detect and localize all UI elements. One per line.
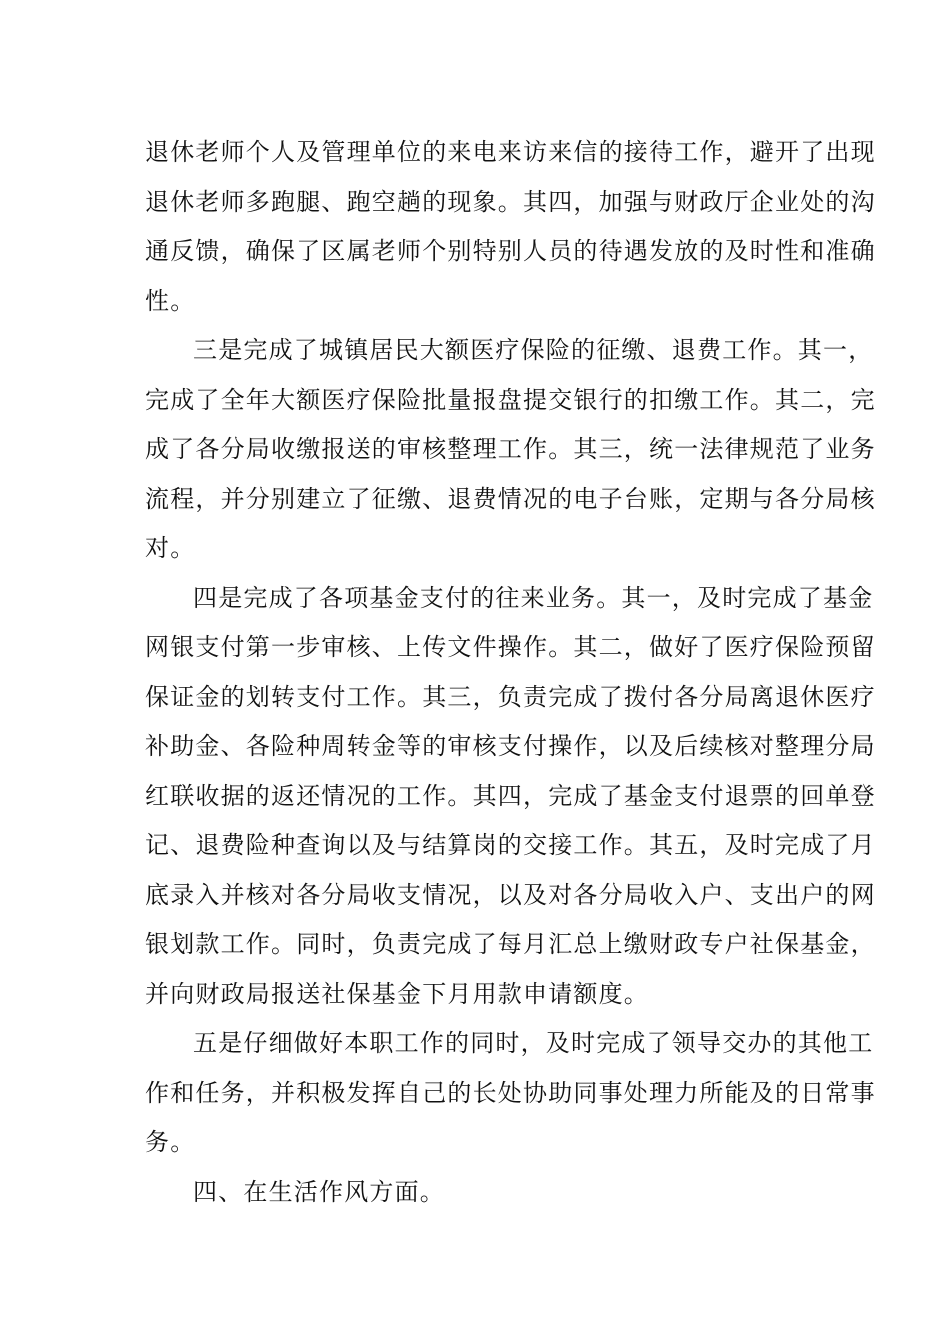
text-line: 网银支付第一步审核、上传文件操作。其二，做好了医疗保险预留: [145, 633, 876, 661]
text-line: 四是完成了各项基金支付的往来业务。其一，及时完成了基金: [193, 583, 874, 612]
section-heading-lifestyle: [145, 1168, 810, 1218]
text-line: 流程，并分别建立了征缴、退费情况的电子台账，定期与各分局核: [145, 484, 876, 513]
text-line: 三是完成了城镇居民大额医疗保险的征缴、退费工作。其一，: [193, 336, 874, 364]
text-line: 作和任务，并积极发挥自己的长处协助同事处理力所能及的日常事: [145, 1078, 876, 1107]
text-line: 退休老师多跑腿、跑空趟的现象。其四，加强与财政厅企业处的沟: [145, 187, 876, 216]
text-line: 成了各分局收缴报送的审核整理工作。其三，统一法律规范了业务: [145, 435, 876, 463]
text-line: 对。: [145, 534, 196, 562]
text-line: 保证金的划转支付工作。其三，负责完成了拨付各分局离退休医疗: [145, 682, 876, 711]
text-line: 性。: [145, 286, 196, 315]
text-line: 补助金、各险种周转金等的审核支付操作，以及后续核对整理分局: [145, 732, 876, 760]
paragraph-medical-insurance: [145, 326, 876, 574]
text-line: 五是仔细做好本职工作的同时，及时完成了领导交办的其他工: [193, 1029, 874, 1057]
heading-line: 四、在生活作风方面。: [193, 1177, 445, 1206]
text-line: 银划款工作。同时，负责完成了每月汇总上缴财政专户社保基金，: [145, 930, 876, 958]
document-body: [145, 128, 876, 1217]
text-line: 记、退费险种查询以及与结算岗的交接工作。其五，及时完成了月: [145, 831, 876, 859]
text-line: 务。: [145, 1128, 196, 1156]
text-line: 红联收据的返还情况的工作。其四，完成了基金支付退票的回单登: [145, 781, 876, 810]
text-line: 通反馈，确保了区属老师个别特别人员的待遇发放的及时性和准确: [145, 237, 876, 265]
paragraph-other-tasks: [145, 1019, 876, 1168]
text-line: 退休老师个人及管理单位的来电来访来信的接待工作，避开了出现: [145, 138, 876, 166]
text-line: 并向财政局报送社保基金下月用款申请额度。: [145, 979, 649, 1008]
text-line: 完成了全年大额医疗保险批量报盘提交银行的扣缴工作。其二，完: [145, 385, 876, 414]
text-line: 底录入并核对各分局收支情况，以及对各分局收入户、支出户的网: [145, 880, 876, 909]
paragraph-retiree-service-continued: [145, 128, 876, 326]
paragraph-fund-payments: [145, 574, 876, 1020]
